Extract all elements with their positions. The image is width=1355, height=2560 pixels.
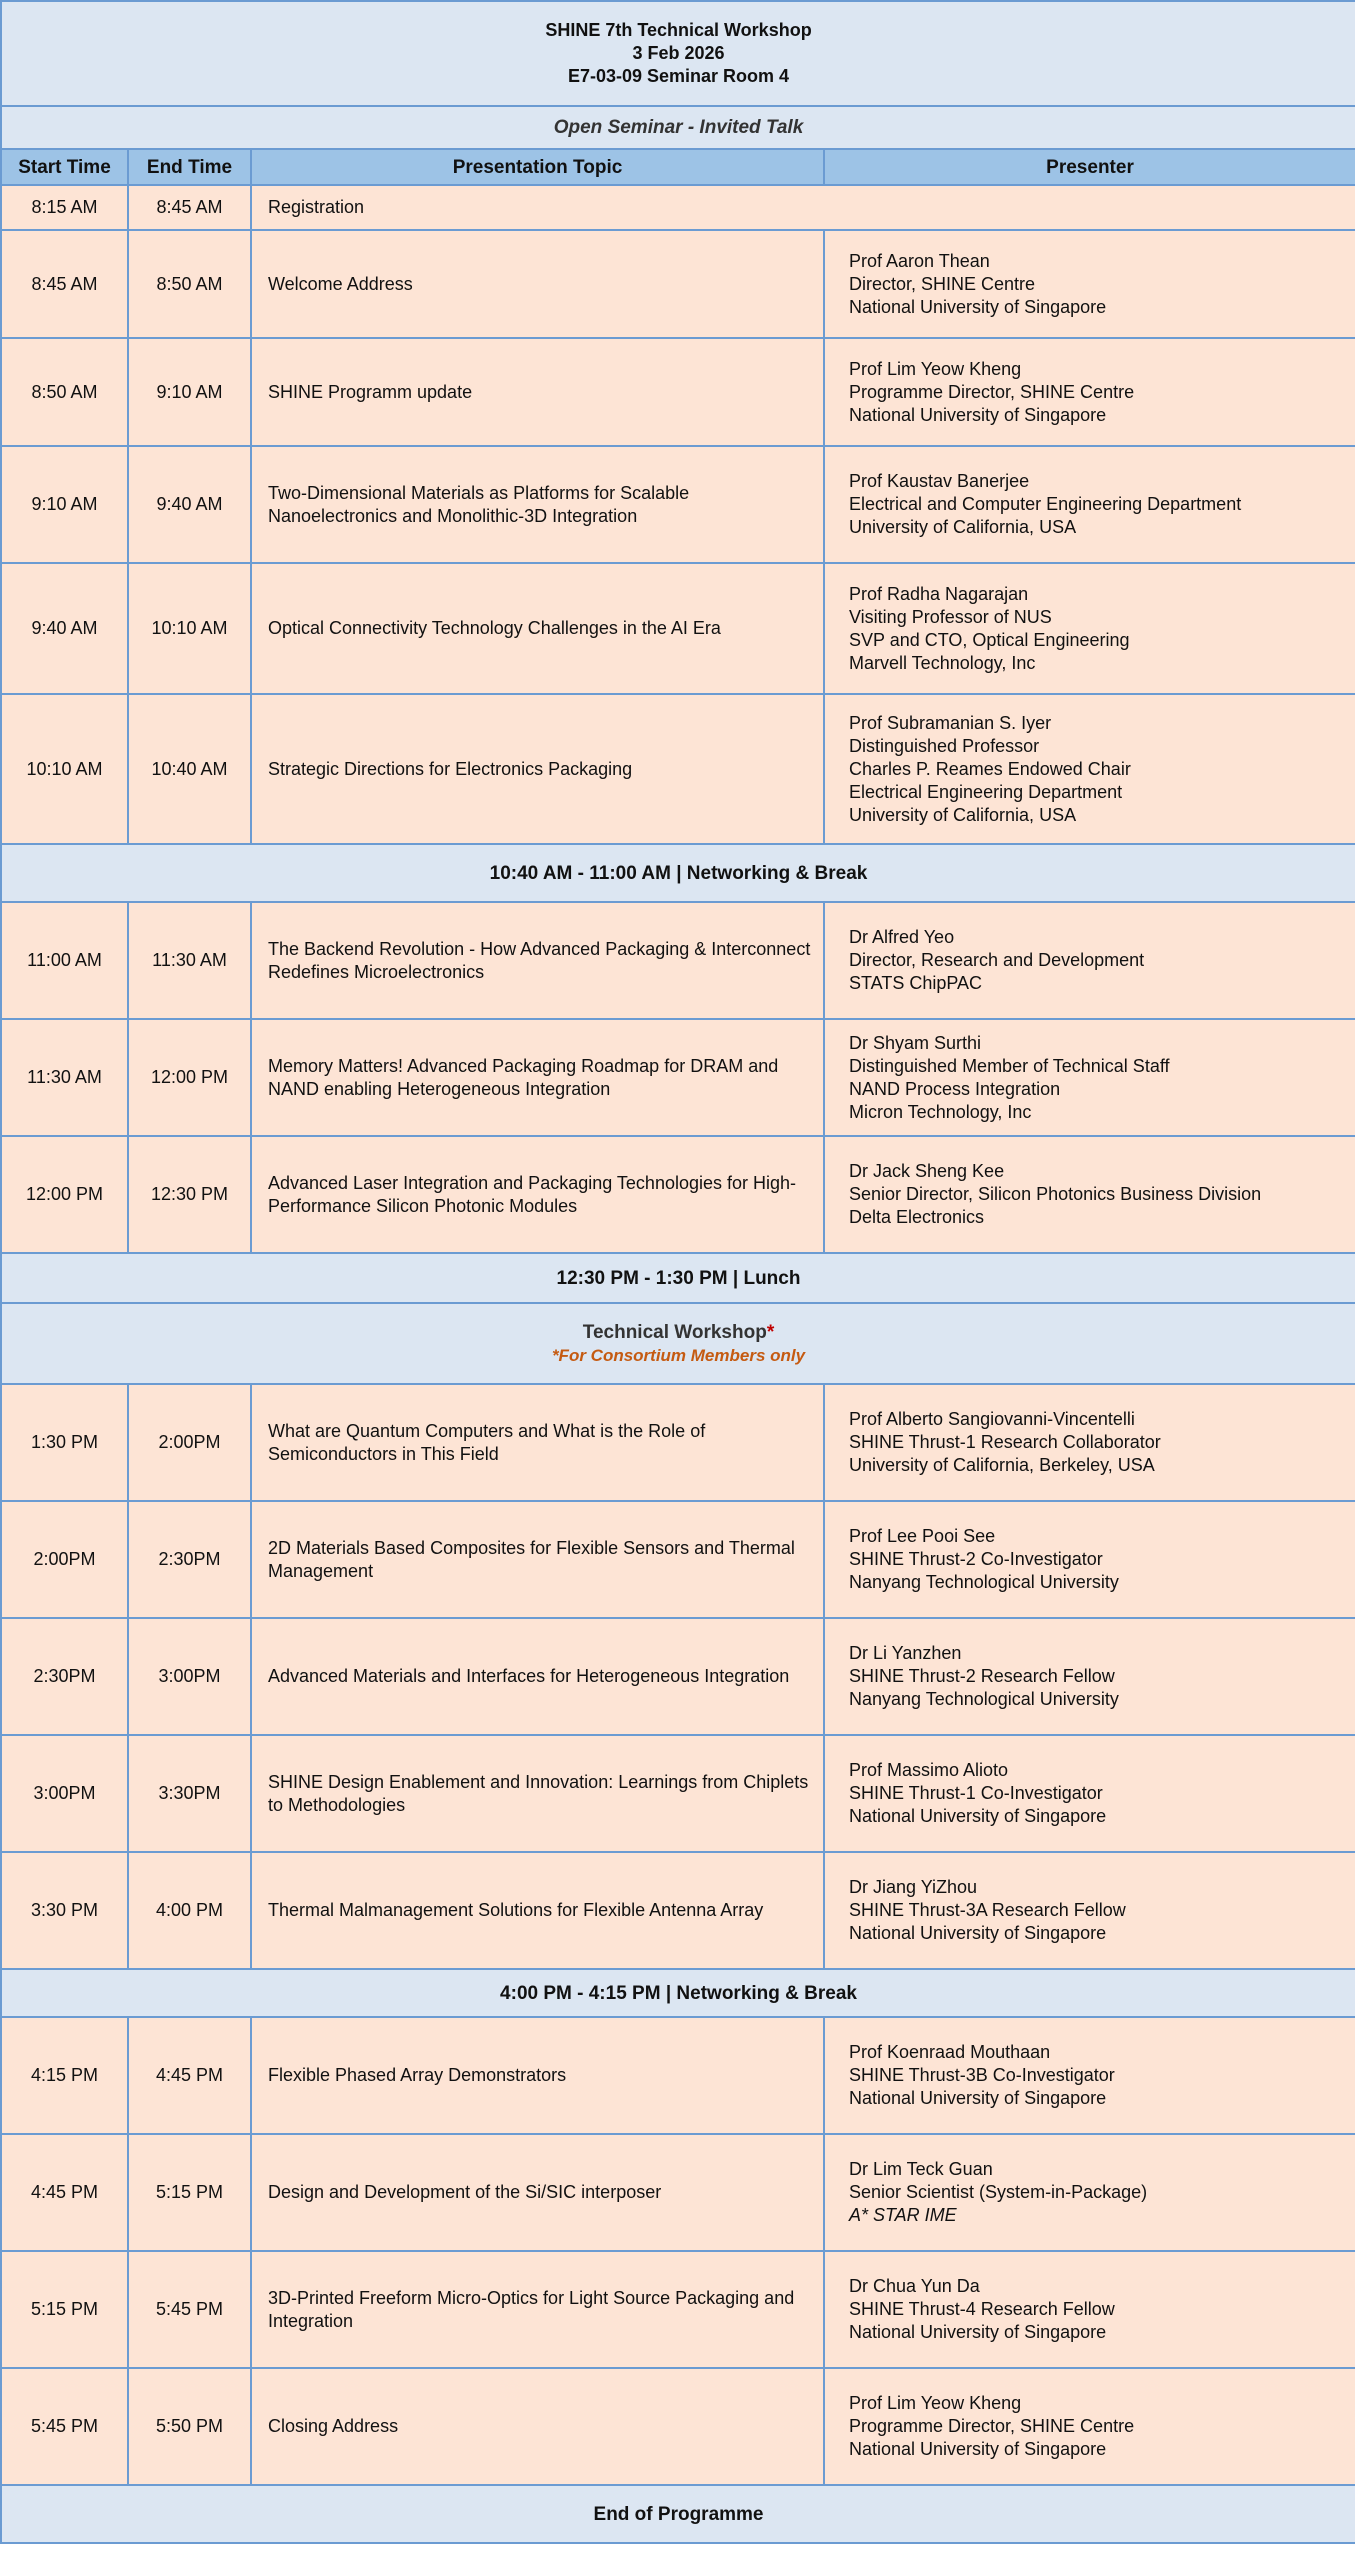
presenter [824,2368,1355,2485]
session-row [1,563,1355,694]
col-end-time: End Time [128,149,251,185]
end-time: 3:30PM [128,1735,251,1852]
end-time: 4:00 PM [128,1852,251,1969]
end-time: 2:30PM [128,1501,251,1618]
presenter [824,1501,1355,1618]
session-row [1,694,1355,844]
presenter-line: Distinguished Professor [849,735,1040,756]
presenter-line: National University of Singapore [849,296,1107,317]
presenter-line: SHINE Thrust-2 Research Fellow [849,1666,1115,1686]
presenter-line: Dr Jiang YiZhou [849,1877,978,1897]
presenter [824,694,1355,844]
topic: Strategic Directions for Electronics Packaging [251,694,824,844]
presenter-line: National University of Singapore [849,2439,1107,2459]
start-time: 4:15 PM [1,2017,128,2134]
topic: Thermal Malmanagement Solutions for Flexible Antenna Array [251,1852,824,1969]
session-row [1,1136,1355,1253]
presenter [824,1735,1355,1852]
presenter-line: Programme Director, SHINE Centre [849,381,1135,402]
presenter-line: SHINE Thrust-4 Research Fellow [849,2299,1115,2319]
presenter-line: SHINE Thrust-3A Research Fellow [849,1900,1126,1920]
presenter-line: National University of Singapore [849,1923,1107,1943]
start-time: 8:45 AM [1,230,128,338]
technical-workshop-row [1,1303,1355,1384]
topic: Advanced Laser Integration and Packaging Technologies for High-Performance Silicon Photonic Modules [251,1136,824,1253]
presenter-line: Dr Alfred Yeo [849,927,955,947]
topic: Registration [251,185,1355,230]
start-time: 2:30PM [1,1618,128,1735]
open-seminar-cell [1,106,1355,149]
presenter-line: Senior Scientist (System-in-Package) [849,2182,1148,2202]
session-row [1,338,1355,446]
lunch-label: 12:30 PM - 1:30 PM | Lunch [1,1253,1355,1303]
event-venue: E7-03-09 Seminar Room 4 [567,66,790,86]
presenter-line: Distinguished Member of Technical Staff [849,1055,1170,1076]
presenter-line: Dr Jack Sheng Kee [849,1161,1005,1181]
break-row [1,1969,1355,2017]
break-row [1,844,1355,902]
presenter-line: Prof Lee Pooi See [849,1526,996,1546]
session-row [1,1501,1355,1618]
session-row [1,1019,1355,1136]
presenter-line: SHINE Thrust-1 Research Collaborator [849,1432,1161,1452]
presenter [824,1019,1355,1136]
start-time: 4:45 PM [1,2134,128,2251]
topic: SHINE Design Enablement and Innovation: Learnings from Chiplets to Methodologies [251,1735,824,1852]
end-time: 2:00PM [128,1384,251,1501]
presenter-line: Dr Chua Yun Da [849,2276,980,2296]
presenter-line: SVP and CTO, Optical Engineering [849,629,1130,650]
presenter [824,338,1355,446]
end-time: 10:10 AM [128,563,251,694]
presenter [824,2134,1355,2251]
presenter-line: Nanyang Technological University [849,1572,1119,1592]
end-time: 5:45 PM [128,2251,251,2368]
session-row [1,185,1355,230]
topic: 2D Materials Based Composites for Flexible Sensors and Thermal Management [251,1501,824,1618]
start-time: 1:30 PM [1,1384,128,1501]
presenter-line: STATS ChipPAC [849,973,983,993]
session-row [1,1735,1355,1852]
end-label: End of Programme [1,2485,1355,2543]
session-row [1,2368,1355,2485]
col-start-time: Start Time [1,149,128,185]
presenter [824,902,1355,1019]
presenter-line: SHINE Thrust-3B Co-Investigator [849,2065,1115,2085]
topic: Two-Dimensional Materials as Platforms for Scalable Nanoelectronics and Monolithic-3D Integration [251,446,824,563]
start-time: 12:00 PM [1,1136,128,1253]
session-row [1,230,1355,338]
end-time: 12:00 PM [128,1019,251,1136]
topic: Welcome Address [251,230,824,338]
col-topic: Presentation Topic [251,149,824,185]
start-time: 5:15 PM [1,2251,128,2368]
presenter-line: Prof Alberto Sangiovanni-Vincentelli [849,1409,1135,1429]
end-time: 9:40 AM [128,446,251,563]
start-time: 8:50 AM [1,338,128,446]
end-time: 5:15 PM [128,2134,251,2251]
col-presenter: Presenter [824,149,1355,185]
presenter-line: Prof Koenraad Mouthaan [849,2042,1051,2062]
presenter-line: University of California, Berkeley, USA [849,1455,1155,1475]
presenter-line: Prof Massimo Alioto [849,1760,1009,1780]
end-time: 12:30 PM [128,1136,251,1253]
end-time: 10:40 AM [128,694,251,844]
presenter-line: Delta Electronics [849,1207,985,1227]
presenter [824,230,1355,338]
open-seminar-row [1,106,1355,149]
presenter-line: Electrical Engineering Department [849,781,1123,802]
topic: Optical Connectivity Technology Challenges in the AI Era [251,563,824,694]
presenter-line: Electrical and Computer Engineering Department [849,494,1242,514]
topic: SHINE Programm update [251,338,824,446]
presenter-line: Programme Director, SHINE Centre [849,2416,1135,2436]
presenter-line: Micron Technology, Inc [849,1101,1032,1122]
end-time: 3:00PM [128,1618,251,1735]
column-header-row [1,149,1355,185]
asterisk-mark: * [766,1321,775,1343]
start-time: 5:45 PM [1,2368,128,2485]
presenter [824,446,1355,563]
presenter-line: Visiting Professor of NUS [849,606,1052,627]
presenter-line: Marvell Technology, Inc [849,652,1036,673]
presenter-line: NAND Process Integration [849,1078,1061,1099]
start-time: 9:10 AM [1,446,128,563]
presenter-line: National University of Singapore [849,2088,1107,2108]
topic: Design and Development of the Si/SIC interposer [251,2134,824,2251]
lunch-row [1,1253,1355,1303]
presenter-line: Director, SHINE Centre [849,273,1036,294]
presenter-line: SHINE Thrust-2 Co-Investigator [849,1549,1103,1569]
session-row [1,446,1355,563]
header-cell [1,1,1355,106]
topic: What are Quantum Computers and What is the Role of Semiconductors in This Field [251,1384,824,1501]
technical-workshop-cell [1,1303,1355,1384]
start-time: 11:30 AM [1,1019,128,1136]
members-only-note: *For Consortium Members only [551,1345,806,1365]
start-time: 8:15 AM [1,185,128,230]
break-label: 4:00 PM - 4:15 PM | Networking & Break [1,1969,1355,2017]
technical-workshop-heading [2,1321,1355,1344]
presenter-line: A* STAR IME [849,2205,957,2225]
presenter-line: National University of Singapore [849,2322,1107,2342]
presenter [824,1852,1355,1969]
presenter [824,2251,1355,2368]
session-row [1,2017,1355,2134]
end-time: 5:50 PM [128,2368,251,2485]
presenter-line: Prof Lim Yeow Kheng [849,358,1022,379]
end-time: 11:30 AM [128,902,251,1019]
presenter [824,1384,1355,1501]
presenter [824,2017,1355,2134]
presenter-line: Prof Radha Nagarajan [849,583,1029,604]
presenter-line: Nanyang Technological University [849,1689,1119,1709]
end-time: 8:45 AM [128,185,251,230]
topic: Flexible Phased Array Demonstrators [251,2017,824,2134]
presenter-line: University of California, USA [849,517,1077,537]
topic: Memory Matters! Advanced Packaging Roadmap for DRAM and NAND enabling Heterogeneous Integration [251,1019,824,1136]
presenter-line: Prof Kaustav Banerjee [849,471,1030,491]
topic: Closing Address [251,2368,824,2485]
presenter-line: SHINE Thrust-1 Co-Investigator [849,1783,1103,1803]
presenter-line: University of California, USA [849,804,1077,825]
presenter-line: Dr Lim Teck Guan [849,2159,993,2179]
presenter-line: Senior Director, Silicon Photonics Business Division [849,1184,1262,1204]
start-time: 3:00PM [1,1735,128,1852]
presenter-line: Dr Shyam Surthi [849,1032,982,1053]
start-time: 9:40 AM [1,563,128,694]
topic: Advanced Materials and Interfaces for Heterogeneous Integration [251,1618,824,1735]
session-row [1,2251,1355,2368]
presenter-line: Prof Aaron Thean [849,250,990,271]
presenter-line: Director, Research and Development [849,950,1145,970]
presenter [824,1136,1355,1253]
header-row [1,1,1355,106]
technical-workshop-label: Technical Workshop [582,1321,767,1343]
end-time: 9:10 AM [128,338,251,446]
open-seminar-label: Open Seminar - Invited Talk [553,117,804,138]
session-row [1,1384,1355,1501]
presenter-line: Charles P. Reames Endowed Chair [849,758,1131,779]
start-time: 3:30 PM [1,1852,128,1969]
end-row [1,2485,1355,2543]
page-title: SHINE 7th Technical Workshop [545,20,812,40]
presenter-line: Prof Lim Yeow Kheng [849,2393,1022,2413]
presenter-line: Dr Li Yanzhen [849,1643,962,1663]
session-row [1,1618,1355,1735]
presenter-line: National University of Singapore [849,1806,1107,1826]
end-time: 8:50 AM [128,230,251,338]
session-row [1,902,1355,1019]
presenter [824,1618,1355,1735]
presenter-line: Prof Subramanian S. Iyer [849,712,1052,733]
end-time: 4:45 PM [128,2017,251,2134]
event-date: 3 Feb 2026 [632,43,725,63]
start-time: 10:10 AM [1,694,128,844]
presenter-line: National University of Singapore [849,404,1107,425]
topic: The Backend Revolution - How Advanced Packaging & Interconnect Redefines Microelectronics [251,902,824,1019]
start-time: 11:00 AM [1,902,128,1019]
break-label: 10:40 AM - 11:00 AM | Networking & Break [1,844,1355,902]
presenter [824,563,1355,694]
session-row [1,2134,1355,2251]
start-time: 2:00PM [1,1501,128,1618]
topic: 3D-Printed Freeform Micro-Optics for Light Source Packaging and Integration [251,2251,824,2368]
session-row [1,1852,1355,1969]
